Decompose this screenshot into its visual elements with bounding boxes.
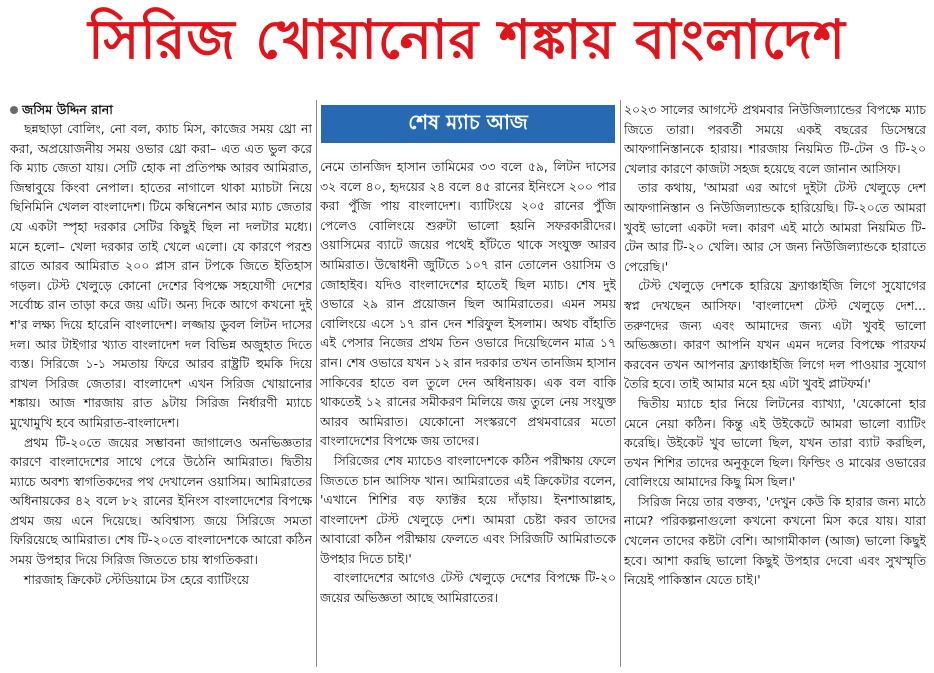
subheading-text: শেষ ম্যাচ আজ xyxy=(408,109,528,134)
paragraph: সিরিজ নিয়ে তার বক্তব্য, 'দেখুন কেউ কি হারার জন্য মাঠে নামে? পরিকল্পনাগুলো কখনো কখনো মিস করে যায়। যারা খেলেন তাদের কষ্টটা বেশি। আগামীকাল (আজ) ভালো কিছুই হবে। আশা করছি ভালো কিছুই উপহার দেবো এবং সুখস্মৃতি নিয়েই পাকিস্তান যেতে চাই।' xyxy=(624,493,926,588)
bullet-icon xyxy=(10,106,18,114)
subheading-banner xyxy=(321,105,615,143)
paragraph: ২০২৩ সালের আগস্টে প্রথমবার নিউজিল্যান্ডের বিপক্ষে ম্যাচ জিতে তারা। পরবর্তী সময়ে একই বছরের ডিসেম্বরে আফগানিস্তানকে হারায়। শারজায় নিয়মিত টি-টেন ও টি-২০ খেলার কারণে কাজটা সহজ হয়েছে বলে জানান আসিফ। xyxy=(624,102,926,176)
column-divider xyxy=(316,100,317,667)
paragraph: প্রথম টি-২০তে জয়ের সম্ভাবনা জাগালেও অনভিজ্ঞতার কারণে বাংলাদেশের সাথে পেরে উঠেনি আমিরাত। দ্বিতীয় ম্যাচে অবশ্য স্বাগতিকদের পথ দেখালেন ওয়াসিম। আমিরাতের অধিনায়কের ৪২ বলে ৮২ রানের ইনিংস বাংলাদেশের বিপক্ষে প্রথম জয় এনে দিয়েছে। অবিশ্বাস্য জয়ে সিরিজে সমতা ফিরিয়েছে আমিরাত। শেষ টি-২০তে বাংলাদেশকে আরো কঠিন সময় উপহার দিয়ে সিরিজ জিততে চায় স্বাগতিকরা। xyxy=(10,434,312,568)
byline-author: জসিম উদ্দিন রানা xyxy=(22,102,113,117)
paragraph: দ্বিতীয় ম্যাচে হার নিয়ে লিটনের ব্যাখ্যা, 'যেকোনো হার মেনে নেয়া কঠিন। কিন্তু এই উইকেটে আমরা ভালো ব্যাটিং করেছি। উইকেট খুব ভালো ছিল, যখন তারা ব্যাট করছিল, তখন শিশির তাদের অনুকূলে ছিল। ফিল্ডিং ও মাঝের ওভারের বোলিংয়ে আমাদের কিছু মিস ছিল।' xyxy=(624,395,926,490)
paragraph: টেস্ট খেলুড়ে দেশকে হারিয়ে ফ্র্যাঞ্চাইজি লিগে সুযোগের স্বপ্ন দেখছেন আসিফ। 'বাংলাদেশ টেস্ট খেলুড়ে দেশ... তরুণদের জন্য এবং আমাদের জন্য এটা খুবই ভালো অভিজ্ঞতা। কারণ আপনি যখন এমন দলের বিপক্ষে পারফর্ম করবেন তখন আপনার ফ্র্যাঞ্চাইজি লিগে দল পাওয়ার সুযোগ তৈরি হবে। তাই আমার মনে হয় এটা খুবই প্লাটফর্ম।' xyxy=(624,278,926,392)
paragraph: বাংলাদেশের আগেও টেস্ট খেলুড়ে দেশের বিপক্ষে টি-২০ জয়ের অভিজ্ঞতা আছে আমিরাতের। xyxy=(320,570,616,606)
article-column-1 xyxy=(10,100,312,673)
article-column-2 xyxy=(320,157,616,673)
paragraph: শারজাহ ক্রিকেট স্টেডিয়ামে টস হেরে ব্যাটিংয়ে xyxy=(24,571,249,587)
article-column-3 xyxy=(624,100,926,673)
paragraph: সিরিজের শেষ ম্যাচেও বাংলাদেশকে কঠিন পরীক্ষায় ফেলে জিততে চান আসিফ খান। আমিরাতের এই ক্রিকেটার বলেন, 'এখানে শিশির বড় ফ্যাক্টর হয়ে দাঁড়ায়। ইনশাআল্লাহ, বাংলাদেশ টেস্ট খেলুড়ে দেশ। আমরা চেষ্টা করব তাদের আবারো কঠিন পরীক্ষায় ফেলতে এবং সিরিজটি আমিরাতকে উপহার দিতে চাই।' xyxy=(320,452,616,566)
paragraph: নেমে তানজিদ হাসান তামিমের ৩৩ বলে ৫৯, লিটন দাসের ৩২ বলে ৪০, হৃদয়ের ২৪ বলে ৪৫ রানের ইনিংসে ২০০ পার করা পুঁজি পায় বাংলাদেশ। ব্যাটিংয়ে ২০৫ রানের পুঁজি পেলেও বোলিংয়ে শুরুটা ভালো হয়নি সফরকারীদের। ওয়াসিমের ব্যাটে জয়ের পথেই হাঁটতে থাকে সংযুক্ত আরব আমিরাত। উদ্বোধনী জুটিতে ১০৭ রান তোলেন ওয়াসিম ও জোহাইব। যদিও বাংলাদেশের হাতেই ছিল ম্যাচ। শেষ দুই ওভারে ২৯ রান প্রয়োজন ছিল আমিরাতের। এমন সময় বোলিংয়ে এসে ১৭ রান দেন শরিফুল ইসলাম। অথচ বাঁহাতি এই পেসার নিজের প্রথম তিন ওভারে দিয়েছিলেন মাত্র ১৭ রান। শেষ ওভারে যখন ১২ রান দরকার তখন তানজিম হাসান সাকিবের হাতে বল তুলে দেন অধিনায়ক। এক বল বাকি থাকতেই ১২ রানের সমীকরণ মিলিয়ে জয় তুলে নেয় সংযুক্ত আরব আমিরাত। যেকোনো সংস্করণে প্রথমবারের মতো বাংলাদেশের বিপক্ষে জয় তাদের। xyxy=(320,159,616,449)
column-divider xyxy=(620,100,621,667)
paragraph: তার কথায়, 'আমরা এর আগে দুইটা টেস্ট খেলুড়ে দেশ আফগানিস্তান ও নিউজিল্যান্ডকে হারিয়েছি। টি-২০তে আমরা খুবই ভালো একটা দল। কারণ এই মাঠে আমরা নিয়মিত টি-টেন আর টি-২০ খেলি। আর সে জন্য নিউজিল্যান্ডকে হারাতে পেরেছি।' xyxy=(624,180,926,274)
byline xyxy=(10,100,312,119)
paragraph: ছন্নছাড়া বোলিং, নো বল, ক্যাচ মিস, কাজের সময় থ্রো না করা, অপ্রয়োজনীয় সময় ওভার থ্রো করা– এত এত ভুল করে কি ম্যাচ জেতা যায়। সেটি হোক না প্রতিপক্ষ আরব আমিরাত, জিম্বাবুয়ে কিংবা নেপাল। হাতের নাগালে থাকা ম্যাচটা নিয়ে ছিনিমিনি খেলল বাংলাদেশ। টিমে কম্বিনেশন আর ম্যাচ জেতার যে একটা স্পৃহা দরকার সেটির কিছুই ছিল না দলটার মধ্যে। মনে হলো– খেলা দরকার তাই খেলে এলো। যে কারণে পরশু রাতে আরব আমিরাত ২০০ প্লাস রান টপকে জিতে ইতিহাস গড়ল। টেস্ট খেলুড়ে কোনো দেশের বিপক্ষে সহযোগী দেশের সর্বোচ্চ রান তাড়া করে জয় এটি। অন্য দিকে আগে কখনো দুই শ'র লক্ষ্য দিয়ে হারেনি বাংলাদেশ। লজ্জায় ডুবল লিটন দাসের দল। আর টাইগার খ্যাত বাংলাদেশ দল বিভিন্ন অজুহাত দিতে ব্যস্ত। সিরিজে ১-১ সমতায় ফিরে আরব রাষ্ট্রটি হুমকি দিয়ে রাখল সিরিজ জেতার। বাংলাদেশ এখন সিরিজ খোয়ানোর শঙ্কায়। আজ শারজায় রাত ৯টায় সিরিজ নির্ধারণী ম্যাচে মুখোমুখি হবে আমিরাত-বাংলাদেশ। xyxy=(10,121,312,430)
headline: সিরিজ খোয়ানোর শঙ্কায় বাংলাদেশ xyxy=(88,8,846,71)
